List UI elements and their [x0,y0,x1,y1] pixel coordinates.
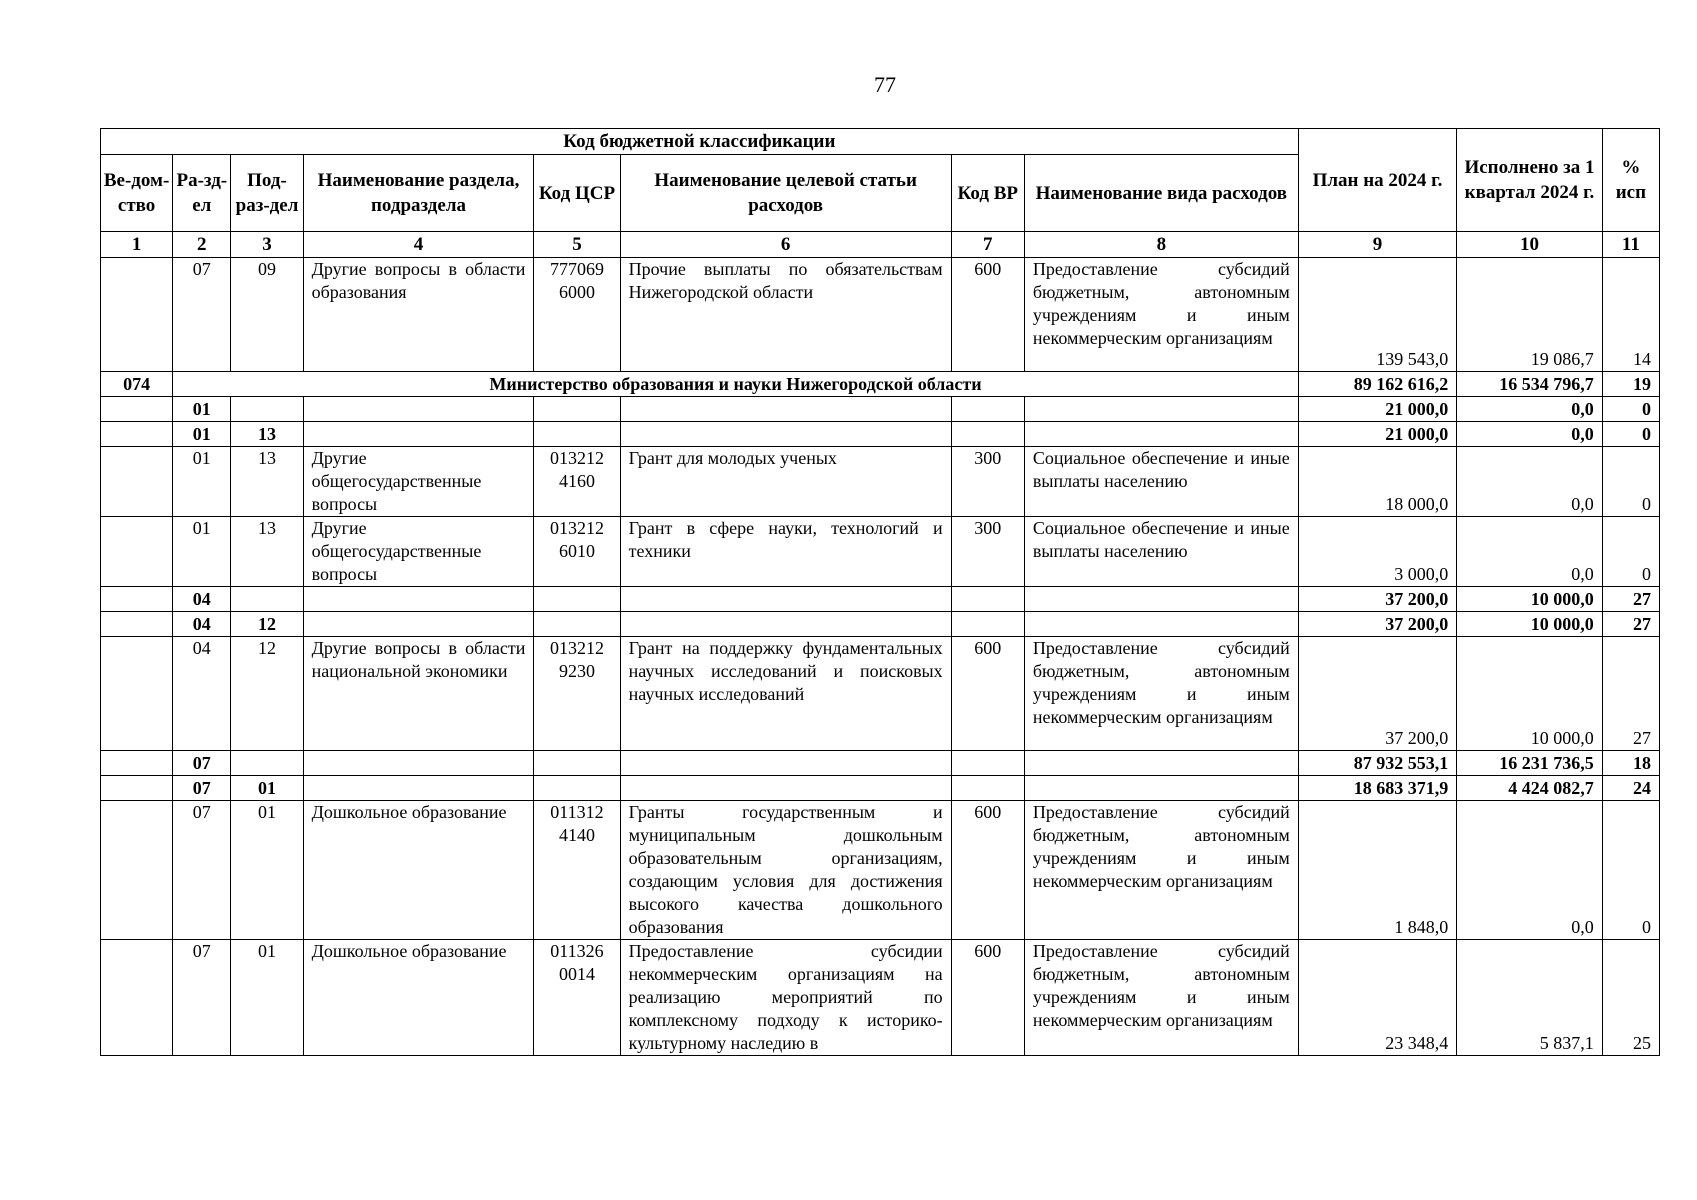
empty-cell [620,587,951,612]
plan-cell: 21 000,0 [1298,397,1457,422]
executed-cell: 16 231 736,5 [1457,751,1602,776]
razdel-cell: 07 [173,776,231,801]
header-razdel-name: Наименование раздела, подраздела [303,155,534,232]
agency-row [101,372,1660,397]
header-vr: Код ВР [951,155,1024,232]
csr-cell: 013212 6010 [534,517,620,587]
podrazdel-cell: 01 [231,940,303,1056]
header-razdel: Ра-зд-ел [173,155,231,232]
empty-cell [303,612,534,637]
empty-cell [534,776,620,801]
executed-cell: 10 000,0 [1457,637,1602,751]
razdel-cell: 01 [173,447,231,517]
header-plan: План на 2024 г. [1298,129,1457,232]
empty-cell [303,751,534,776]
razdel-name-cell: Дошкольное образование [303,940,534,1056]
empty-cell [101,801,173,940]
subtotal-row [101,612,1660,637]
razdel-cell: 07 [173,258,231,372]
vr-name-cell: Предоставление субсидий бюджетным, автономным учреждениям и иным некоммерческим организациям [1024,940,1298,1056]
podrazdel-cell [231,397,303,422]
razdel-cell: 04 [173,637,231,751]
vr-name-cell: Социальное обеспечение и иные выплаты населению [1024,517,1298,587]
empty-cell [101,776,173,801]
podrazdel-cell [231,751,303,776]
empty-cell [1024,776,1298,801]
csr-cell: 011326 0014 [534,940,620,1056]
vr-name-cell: Предоставление субсидий бюджетным, автономным учреждениям и иным некоммерческим организациям [1024,258,1298,372]
razdel-name-cell: Дошкольное образование [303,801,534,940]
plan-cell: 18 000,0 [1298,447,1457,517]
plan-cell: 1 848,0 [1298,801,1457,940]
empty-cell [534,587,620,612]
podrazdel-cell: 01 [231,801,303,940]
col-number: 8 [1024,232,1298,258]
razdel-cell: 04 [173,587,231,612]
empty-cell [1024,587,1298,612]
razdel-name-cell: Другие вопросы в области национальной экономики [303,637,534,751]
subtotal-row [101,587,1660,612]
razdel-cell: 07 [173,751,231,776]
col-number: 11 [1602,232,1659,258]
vr-cell: 600 [951,801,1024,940]
empty-cell [951,776,1024,801]
agency-name-cell: Министерство образования и науки Нижегородской области [173,372,1299,397]
empty-cell [620,612,951,637]
percent-cell: 19 [1602,372,1659,397]
plan-cell: 89 162 616,2 [1298,372,1457,397]
vr-cell: 600 [951,637,1024,751]
column-number-row [101,232,1660,258]
empty-cell [1024,612,1298,637]
vr-cell: 300 [951,517,1024,587]
col-number: 10 [1457,232,1602,258]
csr-cell: 013212 4160 [534,447,620,517]
vr-name-cell: Предоставление субсидий бюджетным, автономным учреждениям и иным некоммерческим организациям [1024,801,1298,940]
col-number: 9 [1298,232,1457,258]
executed-cell: 19 086,7 [1457,258,1602,372]
empty-cell [951,612,1024,637]
empty-cell [101,637,173,751]
vr-cell: 300 [951,447,1024,517]
csr-name-cell: Грант в сфере науки, технологий и техники [620,517,951,587]
ved-cell: 074 [101,372,173,397]
vr-name-cell: Социальное обеспечение и иные выплаты населению [1024,447,1298,517]
csr-cell: 013212 9230 [534,637,620,751]
empty-cell [101,612,173,637]
percent-cell: 27 [1602,637,1659,751]
empty-cell [101,397,173,422]
podrazdel-cell: 13 [231,422,303,447]
executed-cell: 10 000,0 [1457,587,1602,612]
vr-cell: 600 [951,940,1024,1056]
csr-name-cell: Прочие выплаты по обязательствам Нижегородской области [620,258,951,372]
empty-cell [101,422,173,447]
empty-cell [303,776,534,801]
csr-cell: 777069 6000 [534,258,620,372]
podrazdel-cell: 09 [231,258,303,372]
empty-cell [951,397,1024,422]
subtotal-row [101,397,1660,422]
table-row [101,637,1660,751]
empty-cell [951,751,1024,776]
razdel-cell: 01 [173,397,231,422]
razdel-cell: 01 [173,517,231,587]
percent-cell: 18 [1602,751,1659,776]
empty-cell [303,422,534,447]
razdel-cell: 07 [173,940,231,1056]
razdel-cell: 01 [173,422,231,447]
empty-cell [1024,422,1298,447]
empty-cell [620,397,951,422]
header-row-1 [101,129,1660,155]
col-number: 1 [101,232,173,258]
razdel-name-cell: Другие общегосударственные вопросы [303,447,534,517]
header-vedomstvo: Ве-дом-ство [101,155,173,232]
executed-cell: 4 424 082,7 [1457,776,1602,801]
plan-cell: 37 200,0 [1298,587,1457,612]
plan-cell: 18 683 371,9 [1298,776,1457,801]
empty-cell [951,587,1024,612]
razdel-cell: 04 [173,612,231,637]
table-row [101,801,1660,940]
empty-cell [101,587,173,612]
percent-cell: 0 [1602,801,1659,940]
table-row [101,258,1660,372]
header-csr-name: Наименование целевой статьи расходов [620,155,951,232]
plan-cell: 139 543,0 [1298,258,1457,372]
ved-cell [101,258,173,372]
percent-cell: 27 [1602,612,1659,637]
executed-cell: 16 534 796,7 [1457,372,1602,397]
subtotal-row [101,776,1660,801]
executed-cell: 0,0 [1457,422,1602,447]
col-number: 2 [173,232,231,258]
vr-name-cell: Предоставление субсидий бюджетным, автономным учреждениям и иным некоммерческим организациям [1024,637,1298,751]
percent-cell: 24 [1602,776,1659,801]
subtotal-row [101,751,1660,776]
empty-cell [620,776,951,801]
col-number: 4 [303,232,534,258]
plan-cell: 37 200,0 [1298,612,1457,637]
razdel-name-cell: Другие общегосударственные вопросы [303,517,534,587]
csr-name-cell: Грант на поддержку фундаментальных научных исследований и поисковых научных исследований [620,637,951,751]
podrazdel-cell: 13 [231,517,303,587]
empty-cell [534,612,620,637]
csr-name-cell: Гранты государственным и муниципальным дошкольным образовательным организациям, создающим условия для достижения высокого качества дошкольного образования [620,801,951,940]
podrazdel-cell: 12 [231,612,303,637]
col-number: 3 [231,232,303,258]
csr-name-cell: Грант для молодых ученых [620,447,951,517]
col-number: 7 [951,232,1024,258]
podrazdel-cell: 12 [231,637,303,751]
podrazdel-cell: 13 [231,447,303,517]
header-executed: Исполнено за 1 квартал 2024 г. [1457,129,1602,232]
executed-cell: 0,0 [1457,801,1602,940]
header-group: Код бюджетной классификации [101,129,1299,155]
header-percent: % исп [1602,129,1659,232]
table-row [101,517,1660,587]
podrazdel-cell: 01 [231,776,303,801]
executed-cell: 0,0 [1457,397,1602,422]
table-row [101,940,1660,1056]
empty-cell [951,422,1024,447]
plan-cell: 37 200,0 [1298,637,1457,751]
executed-cell: 0,0 [1457,517,1602,587]
empty-cell [1024,751,1298,776]
empty-cell [303,587,534,612]
percent-cell: 0 [1602,422,1659,447]
empty-cell [534,422,620,447]
empty-cell [101,447,173,517]
percent-cell: 0 [1602,517,1659,587]
empty-cell [101,517,173,587]
page-number: 77 [874,72,896,97]
empty-cell [1024,397,1298,422]
percent-cell: 25 [1602,940,1659,1056]
header-csr: Код ЦСР [534,155,620,232]
executed-cell: 10 000,0 [1457,612,1602,637]
percent-cell: 14 [1602,258,1659,372]
empty-cell [101,751,173,776]
percent-cell: 0 [1602,397,1659,422]
executed-cell: 5 837,1 [1457,940,1602,1056]
empty-cell [620,751,951,776]
razdel-name-cell: Другие вопросы в области образования [303,258,534,372]
empty-cell [101,940,173,1056]
empty-cell [534,397,620,422]
subtotal-row [101,422,1660,447]
csr-cell: 011312 4140 [534,801,620,940]
podrazdel-cell [231,587,303,612]
percent-cell: 27 [1602,587,1659,612]
col-number: 6 [620,232,951,258]
table-row [101,447,1660,517]
csr-name-cell: Предоставление субсидии некоммерческим организациям на реализацию мероприятий по комплексному подходу к историко-культурному наследию в [620,940,951,1056]
empty-cell [303,397,534,422]
plan-cell: 21 000,0 [1298,422,1457,447]
razdel-cell: 07 [173,801,231,940]
percent-cell: 0 [1602,447,1659,517]
budget-table [100,128,1660,1056]
header-podrazdel: Под-раз-дел [231,155,303,232]
plan-cell: 87 932 553,1 [1298,751,1457,776]
plan-cell: 23 348,4 [1298,940,1457,1056]
empty-cell [534,751,620,776]
executed-cell: 0,0 [1457,447,1602,517]
empty-cell [620,422,951,447]
header-vr-name: Наименование вида расходов [1024,155,1298,232]
plan-cell: 3 000,0 [1298,517,1457,587]
vr-cell: 600 [951,258,1024,372]
col-number: 5 [534,232,620,258]
